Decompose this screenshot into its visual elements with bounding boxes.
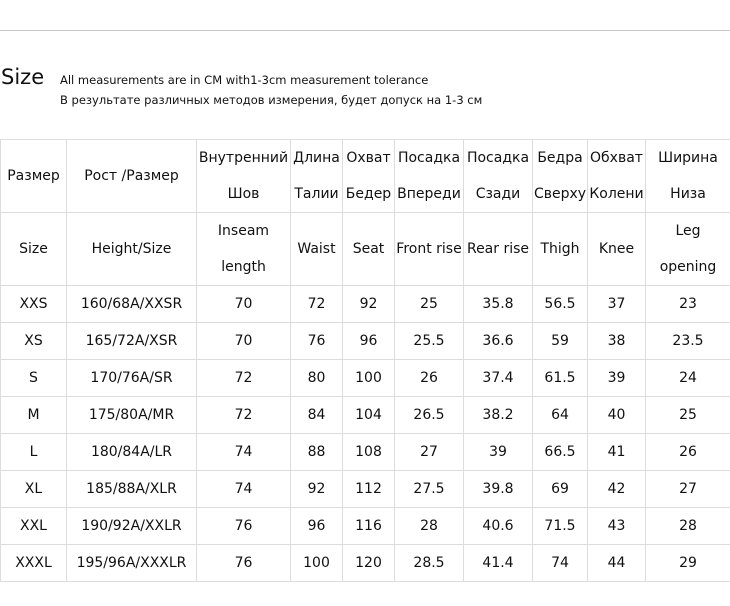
header-cell-text: Rear rise — [466, 241, 530, 257]
header-cell — [395, 140, 464, 213]
table-cell: 40 — [588, 397, 646, 434]
table-cell: 100 — [343, 360, 395, 397]
top-divider — [0, 30, 730, 31]
table-cell: 39.8 — [464, 471, 533, 508]
table-cell: 76 — [197, 508, 291, 545]
table-cell: 39 — [588, 360, 646, 397]
table-row — [1, 360, 730, 397]
header-cell — [588, 213, 646, 286]
header-cell-text: Охват — [346, 150, 391, 166]
table-cell: 28 — [395, 508, 464, 545]
table-row — [1, 323, 730, 360]
header-cell — [1, 140, 67, 213]
size-chart-table — [0, 139, 730, 582]
table-cell: 28 — [646, 508, 730, 545]
header-cell-text: Размер — [7, 168, 60, 184]
table-cell: 74 — [197, 434, 291, 471]
table-cell: 25.5 — [395, 323, 464, 360]
header-cell — [646, 140, 730, 213]
table-cell: XS — [1, 323, 67, 360]
table-cell: 25 — [395, 286, 464, 323]
table-cell: 70 — [197, 323, 291, 360]
table-cell: 76 — [197, 545, 291, 582]
header-cell-text: Inseam — [217, 223, 270, 239]
header-cell-text: Талии — [294, 186, 339, 202]
table-cell: 72 — [197, 360, 291, 397]
table-cell: XXXL — [1, 545, 67, 582]
table-cell: 108 — [343, 434, 395, 471]
table-cell: 120 — [343, 545, 395, 582]
header-cell-text: Thigh — [540, 241, 580, 257]
table-cell: 180/84A/LR — [67, 434, 197, 471]
table-cell: 61.5 — [533, 360, 588, 397]
table-cell: 28.5 — [395, 545, 464, 582]
table-row — [1, 434, 730, 471]
table-cell: 76 — [291, 323, 343, 360]
table-cell: 96 — [291, 508, 343, 545]
header-cell — [67, 213, 197, 286]
table-cell: 56.5 — [533, 286, 588, 323]
tolerance-note-english: All measurements are in CM with1-3cm measurement tolerance — [60, 73, 429, 87]
header-cell — [291, 213, 343, 286]
table-cell: 27.5 — [395, 471, 464, 508]
table-cell: 165/72A/XSR — [67, 323, 197, 360]
table-cell: 72 — [197, 397, 291, 434]
header-row-russian — [1, 140, 730, 213]
table-cell: XXS — [1, 286, 67, 323]
table-cell: 42 — [588, 471, 646, 508]
table-cell: 74 — [197, 471, 291, 508]
header-cell-text: Впереди — [397, 186, 461, 202]
table-cell: 43 — [588, 508, 646, 545]
table-cell: 96 — [343, 323, 395, 360]
header-cell — [343, 213, 395, 286]
table-cell: 38 — [588, 323, 646, 360]
table-cell: 23 — [646, 286, 730, 323]
table-cell: 71.5 — [533, 508, 588, 545]
header-cell — [464, 140, 533, 213]
header-cell-text: opening — [659, 259, 717, 275]
table-cell: 59 — [533, 323, 588, 360]
table-cell: 175/80A/MR — [67, 397, 197, 434]
table-cell: 26 — [395, 360, 464, 397]
header-cell-text: Посадка — [466, 150, 530, 166]
header-cell-text: Внутренний — [198, 150, 289, 166]
header-cell — [343, 140, 395, 213]
header-cell — [1, 213, 67, 286]
header-cell-text: Height/Size — [91, 241, 172, 257]
header-cell — [197, 140, 291, 213]
header-cell-text: Ширина — [658, 150, 718, 166]
header-cell — [646, 213, 730, 286]
header-cell — [67, 140, 197, 213]
table-cell: 23.5 — [646, 323, 730, 360]
header-cell — [197, 213, 291, 286]
table-cell: 44 — [588, 545, 646, 582]
header-cell — [588, 140, 646, 213]
table-cell: 24 — [646, 360, 730, 397]
table-cell: 88 — [291, 434, 343, 471]
size-table-body — [1, 140, 730, 582]
table-cell: XL — [1, 471, 67, 508]
table-row — [1, 286, 730, 323]
table-cell: 39 — [464, 434, 533, 471]
table-cell: 69 — [533, 471, 588, 508]
table-cell: 80 — [291, 360, 343, 397]
table-cell: M — [1, 397, 67, 434]
tolerance-note-russian: В результате различных методов измерения, будет допуск на 1-3 см — [60, 93, 483, 107]
table-cell: S — [1, 360, 67, 397]
table-row — [1, 397, 730, 434]
header-cell — [533, 140, 588, 213]
header-cell-text: Бедра — [537, 150, 583, 166]
header-cell-text: Бедер — [345, 186, 392, 202]
table-cell: 26.5 — [395, 397, 464, 434]
table-cell: 40.6 — [464, 508, 533, 545]
table-row — [1, 545, 730, 582]
table-cell: 84 — [291, 397, 343, 434]
header-cell-text: length — [221, 259, 266, 275]
table-cell: 170/76A/SR — [67, 360, 197, 397]
size-title: Size — [1, 65, 45, 89]
table-cell: 104 — [343, 397, 395, 434]
table-cell: 74 — [533, 545, 588, 582]
table-cell: 190/92A/XXLR — [67, 508, 197, 545]
table-cell: 70 — [197, 286, 291, 323]
table-cell: 92 — [343, 286, 395, 323]
table-cell: 185/88A/XLR — [67, 471, 197, 508]
table-cell: 37.4 — [464, 360, 533, 397]
header-cell — [464, 213, 533, 286]
header-cell-text: Сзади — [475, 186, 521, 202]
table-cell: XXL — [1, 508, 67, 545]
table-cell: 116 — [343, 508, 395, 545]
header-cell — [533, 213, 588, 286]
table-cell: 64 — [533, 397, 588, 434]
header-cell-text: Waist — [297, 241, 336, 257]
header-cell-text: Шов — [227, 186, 260, 202]
header-cell-text: Посадка — [397, 150, 461, 166]
table-cell: 160/68A/XXSR — [67, 286, 197, 323]
table-cell: 35.8 — [464, 286, 533, 323]
table-cell: 27 — [395, 434, 464, 471]
header-cell-text: Колени — [589, 186, 644, 202]
header-cell-text: Seat — [352, 241, 385, 257]
header-cell-text: Front rise — [396, 241, 462, 257]
table-row — [1, 471, 730, 508]
header-cell-text: Leg — [675, 223, 701, 239]
table-cell: 195/96A/XXXLR — [67, 545, 197, 582]
table-row — [1, 508, 730, 545]
table-cell: 29 — [646, 545, 730, 582]
header-cell-text: Низа — [670, 186, 706, 202]
table-cell: 25 — [646, 397, 730, 434]
header-cell-text: Рост /Размер — [84, 168, 179, 184]
header-cell — [395, 213, 464, 286]
table-cell: 36.6 — [464, 323, 533, 360]
table-cell: 66.5 — [533, 434, 588, 471]
table-cell: 92 — [291, 471, 343, 508]
table-cell: 72 — [291, 286, 343, 323]
table-cell: 112 — [343, 471, 395, 508]
table-cell: 27 — [646, 471, 730, 508]
table-cell: 41 — [588, 434, 646, 471]
table-cell: 26 — [646, 434, 730, 471]
header-cell-text: Сверху — [533, 186, 587, 202]
header-cell — [291, 140, 343, 213]
table-cell: 37 — [588, 286, 646, 323]
header-row-english — [1, 213, 730, 286]
table-cell: 100 — [291, 545, 343, 582]
table-cell: 41.4 — [464, 545, 533, 582]
header-cell-text: Size — [19, 241, 48, 257]
table-cell: 38.2 — [464, 397, 533, 434]
header-cell-text: Knee — [598, 241, 635, 257]
header-cell-text: Обхват — [590, 150, 643, 166]
table-cell: L — [1, 434, 67, 471]
header-cell-text: Длина — [293, 150, 340, 166]
